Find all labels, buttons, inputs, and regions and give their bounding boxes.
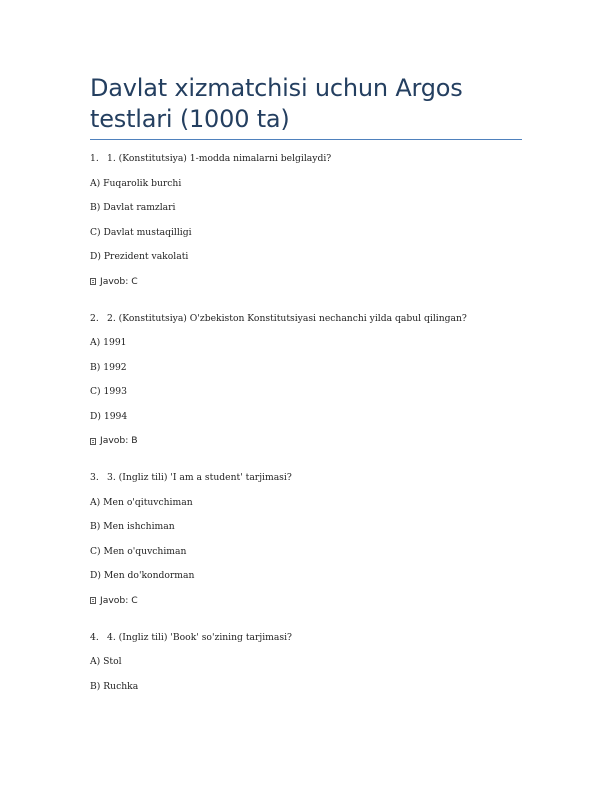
question-text: 1. (Konstitutsiya) 1-modda nimalarni belgilaydi?: [107, 153, 332, 164]
answer-text: Javob: C: [100, 594, 138, 606]
question-2: [90, 313, 522, 325]
option-c: C) 1993: [90, 386, 127, 397]
title-divider: [90, 139, 522, 140]
question-4: [90, 632, 522, 644]
document-title: Davlat xizmatchisi uchun Argos testlari (1000 ta): [90, 74, 463, 133]
checkbox-icon: [90, 278, 96, 285]
answer-line: [90, 595, 522, 607]
option-a: A) Stol: [90, 656, 122, 667]
question-text: 3. (Ingliz tili) 'I am a student' tarjimasi?: [107, 472, 292, 483]
question-number: 2.: [90, 312, 99, 324]
questions-list: [90, 153, 522, 705]
option-a: A) Fuqarolik burchi: [90, 177, 182, 189]
option-b: B) Ruchka: [90, 680, 139, 692]
question-number: 4.: [90, 631, 99, 643]
checkbox-icon: [90, 438, 96, 445]
question-3: [90, 472, 522, 484]
question-number: 1.: [90, 153, 99, 164]
question-text: 2. (Konstitutsiya) O'zbekiston Konstitutsiyasi nechanchi yilda qabul qilingan?: [107, 312, 467, 324]
answer-line: [90, 435, 522, 447]
option-b: B) 1992: [90, 361, 127, 373]
question-text: 4. (Ingliz tili) 'Book' so'zining tarjimasi?: [107, 631, 292, 643]
option-a: A) Men o'qituvchiman: [90, 496, 193, 508]
option-c: C) Davlat mustaqilligi: [90, 226, 192, 238]
option-a: A) 1991: [90, 337, 127, 348]
option-d: D) Men do'kondorman: [90, 570, 195, 581]
question-1: [90, 153, 522, 165]
answer-text: Javob: B: [100, 435, 138, 446]
checkbox-icon: [90, 597, 96, 604]
option-b: B) Men ishchiman: [90, 521, 175, 532]
question-number: 3.: [90, 472, 99, 483]
answer-line: [90, 276, 522, 288]
option-d: D) Prezident vakolati: [90, 251, 189, 262]
option-d: D) 1994: [90, 410, 128, 422]
answer-text: Javob: C: [100, 275, 138, 287]
option-b: B) Davlat ramzlari: [90, 202, 176, 213]
option-c: C) Men o'quvchiman: [90, 545, 187, 557]
